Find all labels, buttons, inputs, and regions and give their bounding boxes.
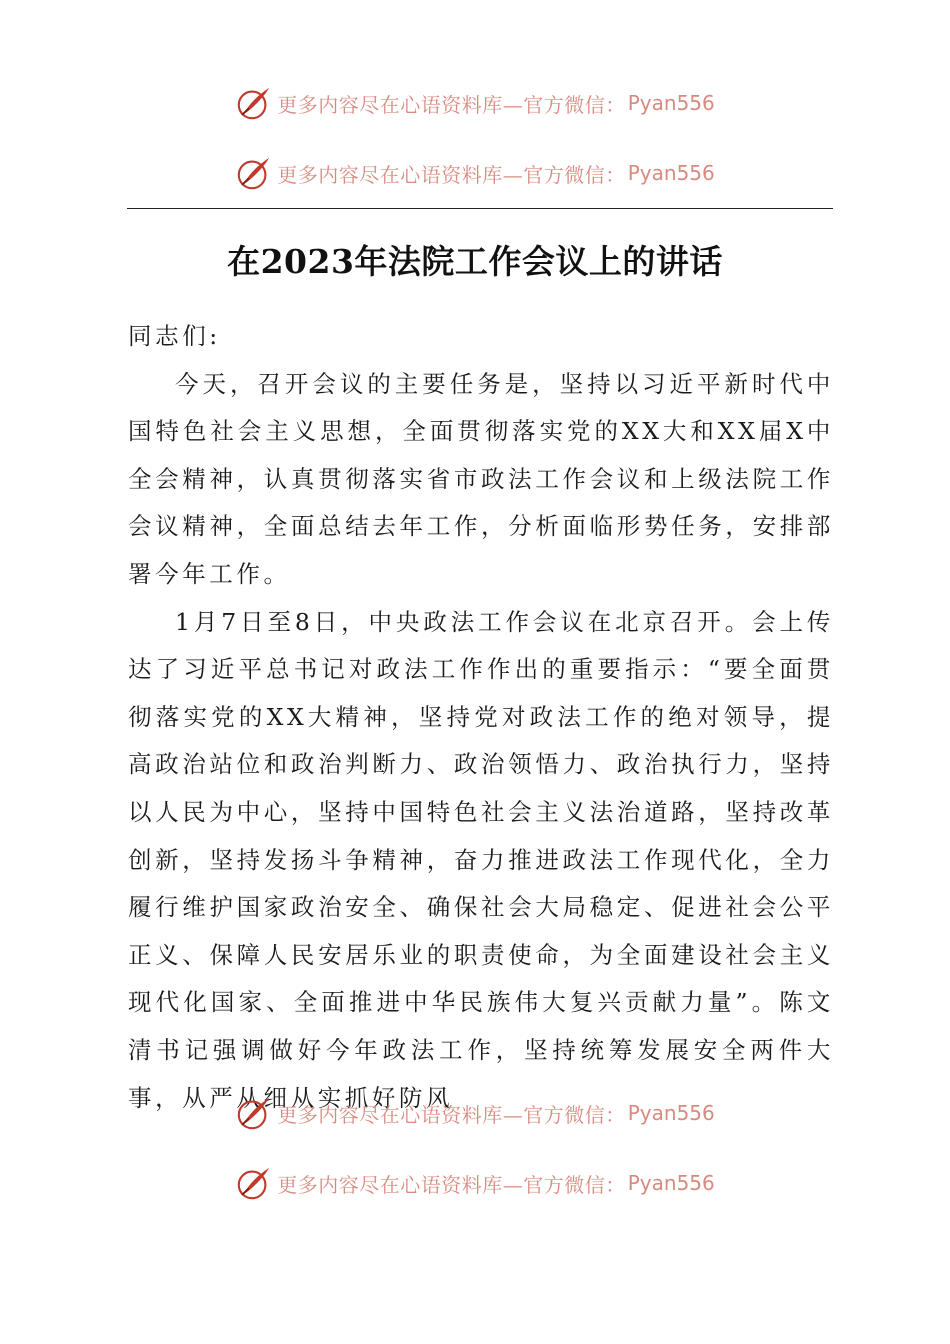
paragraph: 今天，召开会议的主要任务是，坚持以习近平新时代中国特色社会主义思想，全面贯彻落实党的XX大和XX届X中全会精神，认真贯彻落实省市政法工作会议和上级法院工作会议精神，全面总结去年工作，分析面临形势任务，安排部署今年工作。 xyxy=(128,369,834,588)
watermark-banner xyxy=(0,1163,950,1203)
quill-logo-icon xyxy=(235,154,273,192)
header-divider xyxy=(127,208,833,209)
document-body xyxy=(128,313,834,1122)
watermark-banner xyxy=(0,83,950,123)
watermark-wechat-id: Pyan556 xyxy=(627,161,715,185)
watermark-text: 更多内容尽在心语资料库—官方微信： xyxy=(277,92,626,117)
watermark-wechat-id: Pyan556 xyxy=(627,1171,715,1195)
watermark-banner xyxy=(0,153,950,193)
watermark-banner xyxy=(0,1093,950,1133)
watermark-wechat-id: Pyan556 xyxy=(627,91,715,115)
quill-logo-icon xyxy=(235,84,273,122)
watermark-text: 更多内容尽在心语资料库—官方微信： xyxy=(277,1102,626,1127)
paragraph: 1月7日至8日，中央政法工作会议在北京召开。会上传达了习近平总书记对政法工作作出的重要指示：“要全面贯彻落实党的XX大精神，坚持党对政法工作的绝对领导，提高政治站位和政治判断力、政治领悟力、政治执行力，坚持以人民为中心，坚持中国特色社会主义法治道路，坚持改革创新，坚持发扬斗争精神，奋力推进政法工作现代化，全力履行维护国家政治安全、确保社会大局稳定、促进社会公平正义、保障人民安居乐业的职责使命，为全面建设社会主义现代化国家、全面推进中华民族伟大复兴贡献力量”。陈文清书记强调做好今年政法工作，坚持统筹发展安全两件大事，从严从细从实抓好防风 xyxy=(128,607,834,1112)
quill-logo-icon xyxy=(235,1164,273,1202)
quill-logo-icon xyxy=(235,1094,273,1132)
watermark-wechat-id: Pyan556 xyxy=(627,1101,715,1125)
salutation: 同志们: xyxy=(128,322,221,350)
document-title: 在2023年法院工作会议上的讲话 xyxy=(227,242,723,281)
watermark-text: 更多内容尽在心语资料库—官方微信： xyxy=(277,1172,626,1197)
watermark-text: 更多内容尽在心语资料库—官方微信： xyxy=(277,162,626,187)
